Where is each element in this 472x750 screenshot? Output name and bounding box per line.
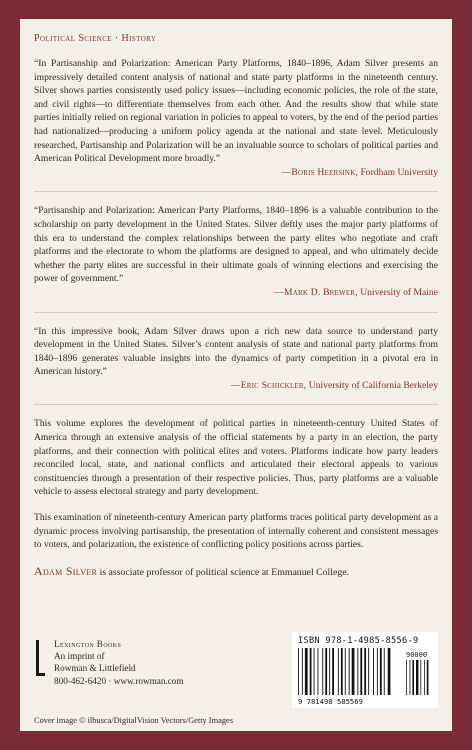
blurb-attribution (34, 166, 438, 180)
barcode-addon: 90000 (406, 651, 428, 659)
blurb-affiliation: University of California Berkeley (308, 379, 438, 391)
isbn-number: ISBN 978-1-4985-8556-9 (298, 636, 419, 646)
publisher-imprint-line: An imprint of (54, 651, 105, 662)
bottom-row (34, 632, 438, 712)
blurb-reviewer: —Mark D. Brewer, (274, 286, 358, 298)
blurb-reviewer: —Eric Schickler, (230, 379, 307, 391)
blurb-reviewer: —Boris Heersink, (281, 166, 359, 178)
cover-image-credit: Cover image © ilbusca/DigitalVision Vectors/Getty Images (34, 716, 233, 725)
blurb-quote-1 (34, 57, 438, 179)
author-name: Adam Silver (34, 563, 98, 578)
publisher-contact: 800-462-6420 · www.rowman.com (54, 675, 184, 686)
divider (34, 191, 438, 192)
blurb-quote-3 (34, 325, 438, 393)
blurb-affiliation: Fordham University (360, 166, 438, 178)
blurb-attribution (34, 379, 438, 393)
author-bio (34, 564, 438, 579)
publisher-text (54, 638, 184, 687)
barcode-digits: 9 781498 585569 (298, 697, 363, 706)
back-cover-panel (20, 19, 452, 731)
divider (34, 312, 438, 313)
description-paragraph-1: This volume explores the development of political parties in nineteenth-century United States of America through an extensive analysis of the official statements by a party in an election, the party platforms, and their connection with political elites and voters. Platforms indicate how party leaders reconciled local, state, and national conflicts and articulated their electoral appeals to various constituencies through a presentation of their respective policies. Thus, party platforms are a valuable vehicle to assess electoral strategy and party development. (34, 418, 438, 498)
blurb-text: “In Partisanship and Polarization: American Party Platforms, 1840–1896, Adam Silver presents an impressively detailed content analysis of national and state party platforms in the nineteenth century. Silver shows parties consistently used policy issues—including economic policies, the role of the state, and civil rights—to differentiate themselves from each other. And the results show that while state parties initially relied on regional variation in policies to appeal to voters, by the end of the period parties had nationalized—producing a uniform policy agenda at the national and state level. Meticulously researched, Partisanship and Polarization will be an invaluable source to scholars of political parties and American Political Development more broadly.” (34, 58, 438, 165)
blurb-affiliation: University of Maine (360, 286, 438, 298)
publisher-name: Lexington Books (54, 639, 122, 649)
publisher-parent: Rowman & Littlefield (54, 663, 136, 674)
blurb-quote-2 (34, 204, 438, 299)
blurb-text: “Partisanship and Polarization: American Party Platforms, 1840–1896 is a valuable contribution to the scholarship on party development in the United States. Silver deftly uses the major party platforms of this era to understand the complex relationships between the party elites who negotiate and craft platforms and the electorate to whom the platforms are designed to appeal, and who ultimately decide whether the party elites are successful in their ultimate goals of winning elections and exercising the power of government.” (34, 205, 438, 285)
blurb-text: “In this impressive book, Adam Silver draws upon a rich new data source to understand party development in the United States. Silver’s content analysis of state and national party platforms from 1840–1896 generates valuable insights into the dynamics of party competition in a pivotal era in American history.” (34, 325, 438, 378)
blurb-attribution (34, 286, 438, 300)
publisher-block (34, 638, 184, 687)
divider (34, 404, 438, 405)
description-paragraph-2: This examination of nineteenth-century American party platforms traces political party development as a dynamic process involving partisanship, the presentation of internally coherent and consistent messages to voters, and polarization, the existence of conflicting policy positions across parties. (34, 512, 438, 551)
author-bio-text: is associate professor of political science at Emmanuel College. (97, 566, 350, 578)
barcode-block (292, 632, 438, 708)
publisher-logo-icon (34, 640, 46, 682)
category-label: Political Science · History (34, 33, 157, 44)
barcode-icon (298, 648, 432, 706)
